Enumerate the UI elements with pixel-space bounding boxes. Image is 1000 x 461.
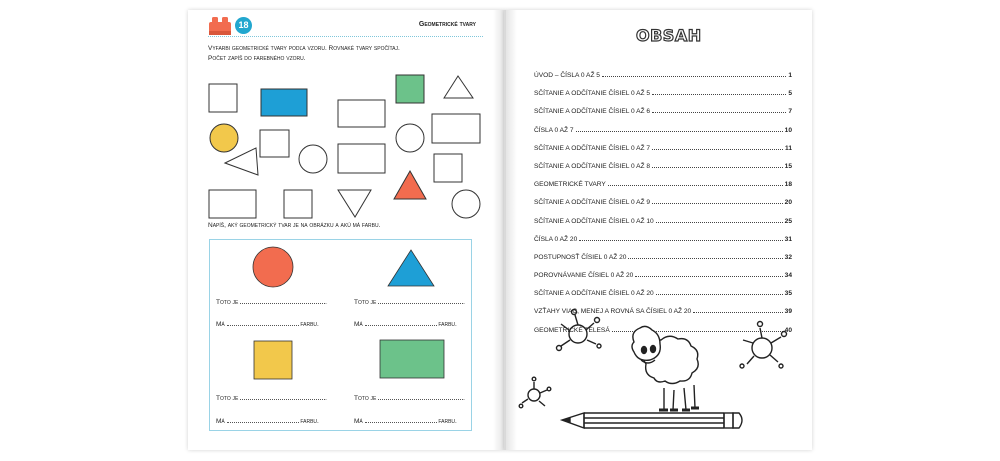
section-title: Geometrické tvary [418, 21, 476, 28]
rectangle-shape [209, 190, 256, 218]
label-ma: Má [216, 321, 225, 328]
paint-splat-icon [557, 310, 602, 351]
toc-row [534, 271, 792, 289]
instruction-line-2: Počet zapíš do farebného vzoru. [208, 55, 306, 62]
rectangle-green [380, 340, 444, 378]
toc-entry-title: SČÍTANIE A ODČÍTANIE ČÍSIEL 0 AŽ 9 [534, 199, 651, 207]
toc-leader-dots [656, 217, 783, 223]
toc-row [534, 162, 792, 180]
toc-row [534, 144, 792, 162]
toc-leader-dots [635, 271, 782, 277]
toc-entry-page: 20 [784, 199, 792, 207]
toc-entry-page: 18 [784, 181, 792, 189]
rectangle-shape [338, 100, 385, 127]
book-gutter [493, 10, 517, 450]
toc-leader-dots [579, 235, 782, 241]
label-ma: Má [216, 418, 225, 425]
label-toto: Toto je [216, 395, 239, 402]
toc-row [534, 198, 792, 216]
toc-entry-page: 25 [784, 217, 792, 225]
toc-leader-dots [652, 144, 783, 150]
triangle-shape [225, 148, 258, 175]
toc-leader-dots [576, 126, 783, 132]
toc-leader-dots [652, 198, 783, 204]
toc-entry-title: POSTUPNOSŤ ČÍSIEL 0 AŽ 20 [534, 253, 627, 261]
square-shape [209, 84, 237, 112]
answer-line-shape-2[interactable]: Toto je . [354, 299, 465, 306]
toc-leader-dots [656, 289, 783, 295]
toc-entry-page: 32 [784, 253, 792, 261]
circle-orange [253, 247, 293, 287]
circle-shape [299, 145, 327, 173]
toc-entry-title: SČÍTANIE A ODČÍTANIE ČÍSIEL 0 AŽ 8 [534, 162, 651, 170]
rectangle-shape [432, 114, 480, 143]
toc-row [534, 126, 792, 144]
toc-entry-title: SČÍTANIE A ODČÍTANIE ČÍSIEL 0 AŽ 20 [534, 290, 654, 298]
shape-naming-task [209, 239, 472, 431]
toc-entry-page: 11 [785, 144, 792, 152]
answer-line-color-3[interactable] [216, 416, 319, 425]
toc-entry-title: SČÍTANIE A ODČÍTANIE ČÍSIEL 0 AŽ 7 [534, 144, 651, 152]
toc-entry-title: SČÍTANIE A ODČÍTANIE ČÍSIEL 0 AŽ 10 [534, 217, 654, 225]
triangle-blue [388, 250, 434, 286]
toc-row [534, 180, 792, 198]
toc-entry-title: POROVNÁVANIE ČÍSIEL 0 AŽ 20 [534, 272, 634, 280]
toc-entry-page: 39 [784, 308, 792, 316]
square-shape [284, 190, 312, 218]
right-page [504, 10, 812, 450]
toc-entry-page: 34 [784, 272, 792, 280]
triangle-shape [338, 190, 371, 217]
label-toto: Toto je [354, 299, 377, 306]
label-farbu: farbu. [438, 321, 457, 328]
toc-leader-dots [602, 71, 786, 77]
answer-line-shape-3[interactable]: Toto je . [216, 395, 327, 402]
triangle-shape [444, 76, 473, 98]
toc-entry-page: 10 [784, 126, 792, 134]
toc-row [534, 89, 792, 107]
answer-line-shape-1[interactable]: Toto je . [216, 299, 327, 306]
sheep-on-pencil-illustration [504, 300, 812, 450]
toc-row [534, 253, 792, 271]
label-ma: Má [354, 321, 363, 328]
label-ma: Má [354, 418, 363, 425]
toc-entry-title: VZŤAHY VIAC, MENEJ A ROVNÁ SA ČÍSIEL 0 AŽ 20 [534, 308, 692, 316]
toc-entry-page: 40 [784, 326, 792, 334]
paint-splat-icon [740, 322, 787, 369]
toc-leader-dots [628, 253, 782, 259]
square-yellow [254, 341, 292, 379]
toc-row [534, 235, 792, 253]
toc-row [534, 217, 792, 235]
label-farbu: farbu. [300, 321, 319, 328]
answer-line-shape-4[interactable]: Toto je . [354, 395, 465, 402]
square-green [396, 75, 424, 103]
answer-line-color-2[interactable] [354, 319, 457, 328]
label-farbu: farbu. [438, 418, 457, 425]
instruction-2: Napíš, aký geometrický tvar je na obrázku a akú má farbu. [208, 222, 381, 229]
toc-row [534, 107, 792, 125]
square-shape [434, 154, 462, 182]
toc-entry-title: GEOMETRICKÉ TVARY [534, 181, 606, 189]
label-toto: Toto je [354, 395, 377, 402]
toc-entry-title: GEOMETRICKÉ TELESÁ [534, 326, 610, 334]
circle-shape [396, 124, 424, 152]
toc-leader-dots [652, 107, 786, 113]
toc-leader-dots [652, 89, 786, 95]
sheep-drawing [632, 326, 699, 410]
instruction-line-1: Vyfarbi geometrické tvary podľa vzoru. Rovnaké tvary spočítaj. [208, 45, 400, 52]
answer-line-color-4[interactable] [354, 416, 457, 425]
shapes-exercise [188, 60, 504, 220]
toc-row [534, 71, 792, 89]
toc-entry-title: ČÍSLA 0 AŽ 20 [534, 235, 578, 243]
header-divider [208, 36, 483, 37]
toc-entry-page: 35 [784, 290, 792, 298]
answer-line-color-1[interactable] [216, 319, 319, 328]
circle-yellow [210, 124, 238, 152]
toc-entry-page: 5 [788, 90, 792, 98]
label-toto: Toto je [216, 299, 239, 306]
toc-entry-title: SČÍTANIE A ODČÍTANIE ČÍSIEL 0 AŽ 5 [534, 90, 651, 98]
toc-leader-dots [608, 180, 783, 186]
open-book [188, 10, 812, 450]
toc-title: OBSAH [636, 26, 702, 45]
toc-entry-page: 31 [784, 235, 792, 243]
paint-splat-icon [519, 377, 551, 408]
toc-entry-title: ČÍSLA 0 AŽ 7 [534, 126, 574, 134]
page-number: 18 [235, 17, 252, 34]
circle-shape [452, 190, 480, 218]
toc-entry-page: 1 [788, 72, 792, 79]
toc-entry-page: 15 [784, 162, 792, 170]
toc-entry-page: 7 [788, 108, 792, 116]
label-farbu: farbu. [300, 418, 319, 425]
rectangle-blue [261, 89, 307, 116]
toc-entry-title: SČÍTANIE A ODČÍTANIE ČÍSIEL 0 AŽ 6 [534, 108, 651, 116]
lego-brick-icon [206, 14, 234, 36]
rectangle-shape [338, 144, 385, 173]
left-page [188, 10, 504, 450]
triangle-orange [394, 171, 426, 199]
toc-leader-dots [652, 162, 783, 168]
toc-entry-title: ÚVOD – ČÍSLA 0 AŽ 5 [534, 72, 600, 79]
pencil-drawing [562, 413, 742, 428]
square-shape [260, 130, 289, 157]
